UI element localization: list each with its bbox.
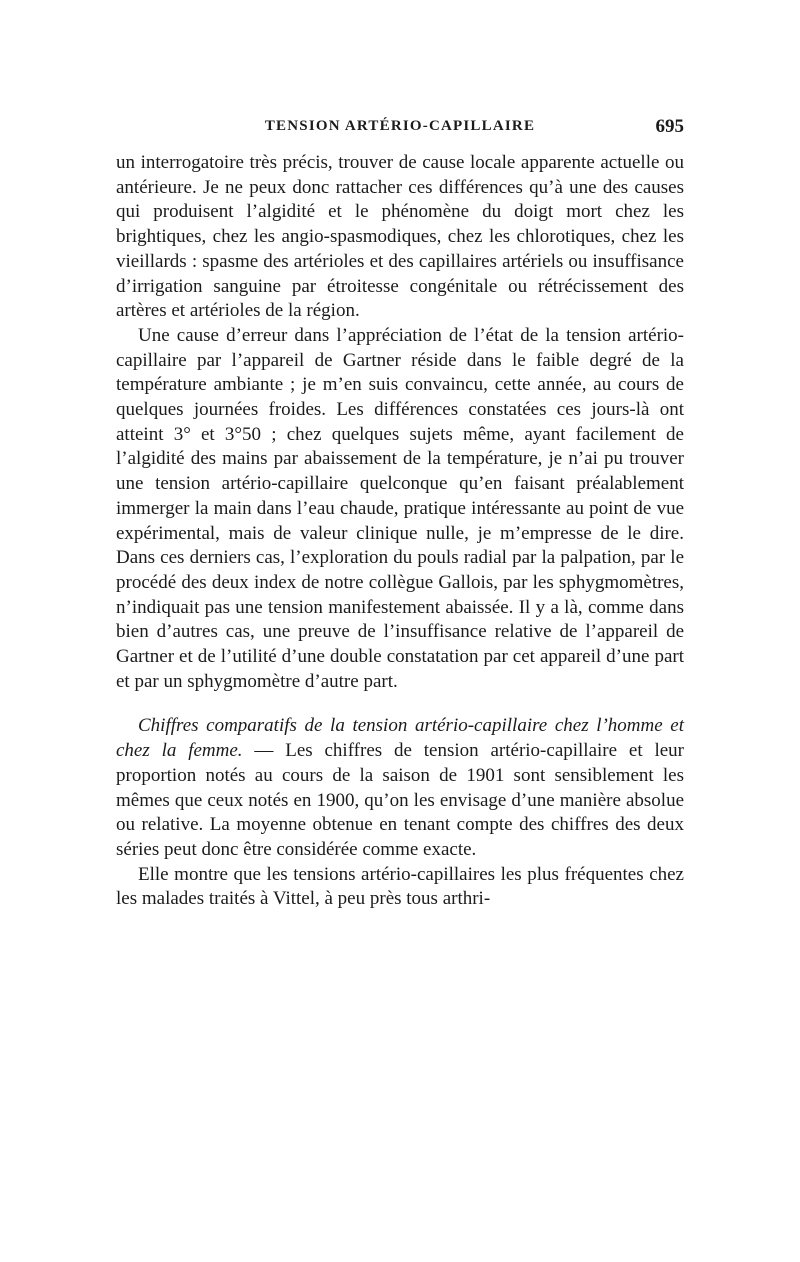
paragraph-continued: un interrogatoire très précis, trouver de cause locale apparente actuelle ou antérieure. Je ne peux donc rattacher ces différences qu’à une des causes qui produisent l’algidité et le phénomène du doigt mort chez les brightiques, chez les angio-spasmodiques, chez les chlorotiques, chez les vieillards : spasme des artérioles et des capillaires artériels ou insuffisance d’irrigation sanguine par étroitesse congénitale ou rétrécissement des artères et artérioles de la région. xyxy=(116,152,684,322)
paragraph-error-cause: Une cause d’erreur dans l’appréciation de l’état de la tension artério-capillaire par l’appareil de Gartner réside dans le faible degré de la température ambiante ; je m’en suis convaincu, cette année, au cours de quelques journées froides. Les différences constatées ces jours-là ont atteint 3° et 3°50 ; chez quelques sujets même, ayant facilement de l’algidité des mains par abaissement de la température, je n’ai pu trouver une tension artério-capillaire quelconque qu’en faisant préalablement immerger la main dans l’eau chaude, pratique intéressante au point de vue expérimental, mais de valeur clinique nulle, je m’empresse de le dire. Dans ces derniers cas, l’exploration du pouls radial par la palpation, par le procédé des deux index de notre collègue Gallois, par les sphygmomètres, n’indiquait pas une tension manifestement abaissée. Il y a là, comme dans bien d’autres cas, une preuve de l’insuffisance relative de l’appareil de Gartner et de l’utilité d’une double constatation par cet appareil d’une part et par un sphygmomètre d’autre part. xyxy=(116,324,684,692)
body-text xyxy=(116,151,684,912)
paragraph-final: Elle montre que les tensions artério-capillaires les plus fréquentes chez les malades traités à Vittel, à peu près tous arthri- xyxy=(116,863,684,910)
section-text: — Les chiffres de tension artério-capillaire et leur proportion notés au cours de la saison de 1901 sont sensiblement les mêmes que ceux notés en 1900, qu’on les envisage d’une manière absolue ou relative. La moyenne obtenue en tenant compte des chiffres des deux séries peut donc être considérée comme exacte. xyxy=(116,740,684,860)
section-title: Chiffres comparatifs de la tension artério-capillaire chez l’homme et chez la femme. xyxy=(116,715,684,762)
running-title: TENSION ARTÉRIO-CAPILLAIRE xyxy=(264,118,536,134)
section-paragraph xyxy=(116,714,684,862)
running-header xyxy=(116,118,684,140)
page-number: 695 xyxy=(655,116,684,137)
